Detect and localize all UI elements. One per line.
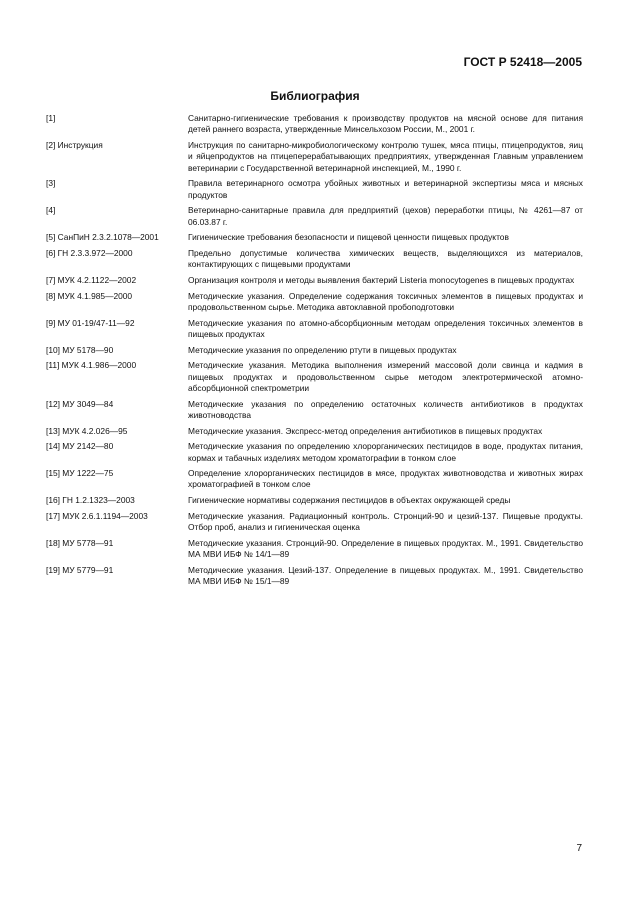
bibliography-entry: [46, 565, 583, 588]
bibliography-entry: [46, 468, 583, 491]
entry-description: Правила ветеринарного осмотра убойных животных и ветеринарной экспертизы мяса и мясных продуктов: [188, 178, 583, 200]
entry-reference: [3]: [46, 178, 56, 189]
entry-description: Гигиенические требования безопасности и пищевой ценности пищевых продуктов: [188, 232, 509, 243]
bibliography-entry: [46, 318, 583, 341]
entry-description: Инструкция по санитарно-микробиологическому контролю тушек, мяса птицы, птицепродуктов, яиц и яйцепродуктов на птицеперерабатывающих предприятиях, утвержденная Главным управлением ветеринарии с Государственной ветеринарной инспекцией, М., 1990 г.: [188, 139, 583, 173]
bibliography-entry: [46, 495, 583, 506]
entry-description: Методические указания по определению хлорорганических пестицидов в воде, продуктах питания, кормах и табачных изделиях методом хроматографии в тонком слое: [188, 441, 583, 463]
entry-reference: [11] МУК 4.1.986—2000: [46, 360, 137, 371]
entry-reference: [6] ГН 2.3.3.972—2000: [46, 247, 133, 258]
section-title: Библиография: [270, 89, 360, 103]
entry-reference: [10] МУ 5178—90: [46, 344, 114, 355]
entry-description: Методические указания по определению ртути в пищевых продуктах: [188, 344, 457, 355]
entry-reference: [12] МУ 3049—84: [46, 398, 114, 409]
entry-reference: [19] МУ 5779—91: [46, 564, 114, 575]
entry-description: Ветеринарно-санитарные правила для предприятий (цехов) переработки птицы, № 4261—87 от 06.03.87 г.: [188, 205, 583, 227]
entry-reference: [16] ГН 1.2.1323—2003: [46, 495, 135, 506]
entry-reference: [18] МУ 5778—91: [46, 537, 114, 548]
entry-description: Методические указания. Стронций-90. Определение в пищевых продуктах. М., 1991. Свидетельство МА МВИ ИБФ № 14/1—89: [188, 537, 583, 560]
entry-reference: [14] МУ 2142—80: [46, 441, 114, 452]
entry-reference: [8] МУК 4.1.985—2000: [46, 290, 133, 301]
bibliography-entry: [46, 232, 583, 243]
entry-reference: [9] МУ 01-19/47-11—92: [46, 317, 135, 328]
bibliography-entry: [46, 275, 583, 286]
bibliography-entry: [46, 291, 583, 314]
entry-reference: [17] МУК 2.6.1.1194—2003: [46, 510, 148, 521]
entry-reference: [7] МУК 4.2.1122—2002: [46, 274, 137, 285]
entry-description: Гигиенические нормативы содержания пестицидов в объектах окружающей среды: [188, 495, 511, 506]
bibliography-entry: [46, 205, 583, 228]
bibliography-list: [46, 113, 583, 592]
entry-description: Санитарно-гигиенические требования к производству продуктов на мясной основе для питания детей раннего возраста, утвержденные Минсельхозом России, М., 2001 г.: [188, 113, 583, 135]
entry-description: Методические указания. Определение содержания токсичных элементов в пищевых продуктах и продовольственном сырье. Методика автоклавной пробоподготовки: [188, 290, 583, 312]
bibliography-entry: [46, 511, 583, 534]
entry-reference: [4]: [46, 205, 56, 216]
entry-reference: [15] МУ 1222—75: [46, 468, 114, 479]
entry-reference: [13] МУК 4.2.026—95: [46, 425, 128, 436]
entry-description: Методические указания по атомно-абсорбционным методам определения токсичных элементов в пищевых продуктах: [188, 317, 583, 339]
entry-description: Определение хлорорганических пестицидов в мясе, продуктах животноводства и животных жирах хроматографией в тонком слое: [188, 468, 583, 490]
entry-description: Методические указания. Методика выполнения измерений массовой доли свинца и кадмия в пищевых продуктах и продовольственном сырье методом электротермической атомно-абсорбционной спектрометрии: [188, 360, 583, 393]
bibliography-entry: [46, 113, 583, 136]
entry-reference: [2] Инструкция: [46, 139, 103, 150]
bibliography-entry: [46, 441, 583, 464]
bibliography-entry: [46, 360, 583, 394]
entry-description: Организация контроля и методы выявления бактерий Listeria monocytogenes в пищевых продуктах: [188, 274, 575, 285]
entry-reference: [5] СанПиН 2.3.2.1078—2001: [46, 232, 159, 243]
bibliography-entry: [46, 538, 583, 561]
bibliography-entry: [46, 345, 583, 356]
bibliography-entry: [46, 426, 583, 437]
bibliography-entry: [46, 140, 583, 174]
entry-description: Методические указания. Экспресс-метод определения антибиотиков в пищевых продуктах: [188, 425, 543, 436]
entry-reference: [1]: [46, 113, 56, 123]
bibliography-entry: [46, 248, 583, 271]
entry-description: Методические указания. Радиационный контроль. Стронций-90 и цезий-137. Пищевые продукты. Отбор проб, анализ и гигиеническая оценка: [188, 510, 583, 533]
bibliography-entry: [46, 178, 583, 201]
entry-description: Методические указания по определению остаточных количеств антибиотиков в продуктах животноводства: [188, 398, 583, 420]
page-number: 7: [576, 843, 582, 854]
entry-description: Методические указания. Цезий-137. Определение в пищевых продуктах. М., 1991. Свидетельство МА МВИ ИБФ № 15/1—89: [188, 564, 583, 587]
entry-description: Предельно допустимые количества химических веществ, выделяющихся из материалов, контактирующих с пищевыми продуктами: [188, 247, 583, 270]
document-id-header: ГОСТ Р 52418—2005: [463, 55, 582, 69]
bibliography-entry: [46, 399, 583, 422]
